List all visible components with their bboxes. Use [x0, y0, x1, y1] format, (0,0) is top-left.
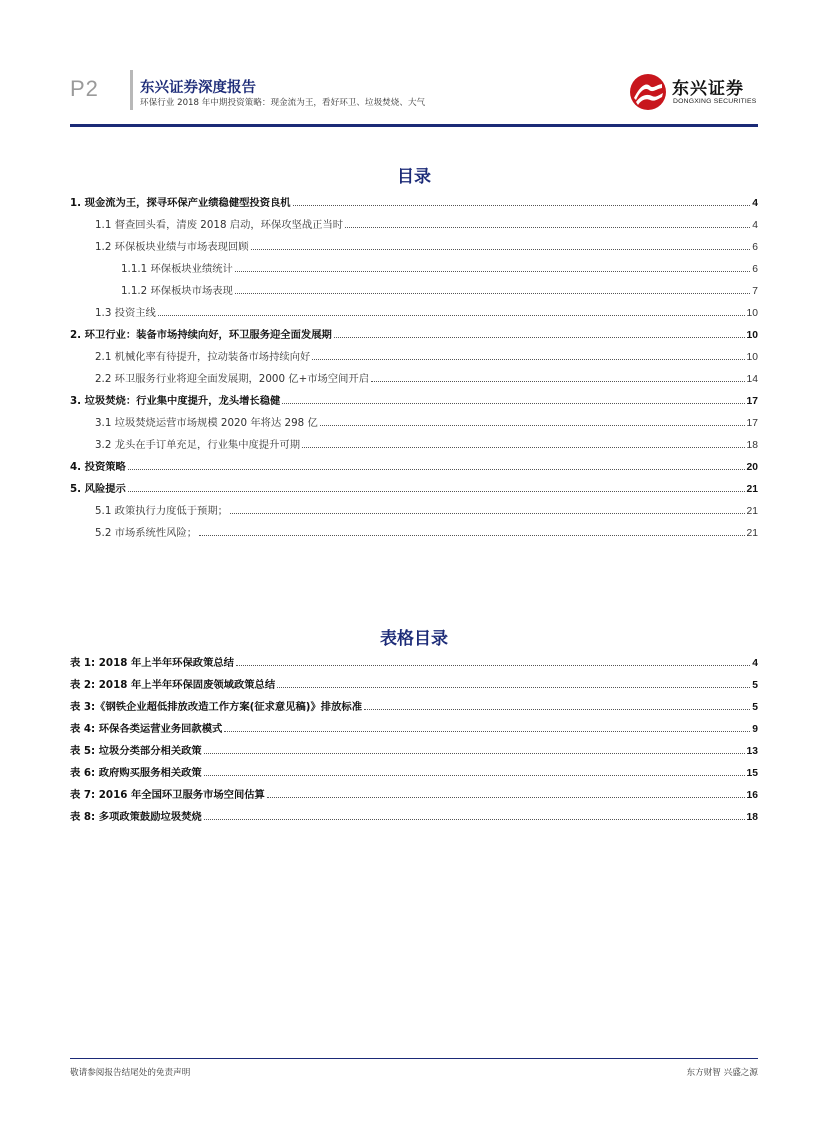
- toc-entry-label: 5. 风险提示: [70, 483, 126, 495]
- report-subtitle: 环保行业 2018 年中期投资策略：现金流为王，看好环卫、垃圾焚烧、大气: [140, 98, 426, 108]
- toc-entry-label: 3.1 垃圾焚烧运营市场规模 2020 年将达 298 亿: [95, 417, 318, 429]
- toc-entry[interactable]: [70, 517, 758, 539]
- table-toc-entry-page: 16: [746, 790, 758, 801]
- toc-entry-page: 17: [746, 396, 758, 407]
- header-divider: [130, 70, 133, 110]
- table-toc-entry-page: 4: [752, 658, 758, 669]
- table-toc-entry-label: 表 5: 垃圾分类部分相关政策: [70, 745, 202, 757]
- header-rule: [70, 124, 758, 127]
- toc-entry[interactable]: [70, 385, 758, 407]
- dot-leader: [128, 490, 745, 492]
- dot-leader: [277, 686, 750, 688]
- footer-rule: [70, 1058, 758, 1059]
- page-number: P2: [70, 76, 99, 101]
- toc-entry-page: 14: [746, 374, 758, 385]
- toc-entry-page: 6: [752, 242, 758, 253]
- report-title: 东兴证券深度报告: [140, 80, 256, 96]
- toc-title: 目录: [397, 167, 431, 187]
- toc-entry[interactable]: [70, 297, 758, 319]
- toc-entry-label: 2.2 环卫服务行业将迎全面发展期，2000 亿+市场空间开启: [95, 373, 369, 385]
- dot-leader: [204, 818, 745, 820]
- dot-leader: [251, 248, 751, 250]
- toc-entry-label: 3.2 龙头在手订单充足，行业集中度提升可期: [95, 439, 300, 451]
- toc-entry[interactable]: [70, 341, 758, 363]
- toc-entry[interactable]: [70, 495, 758, 517]
- table-toc-entry-label: 表 1: 2018 年上半年环保政策总结: [70, 657, 234, 669]
- table-toc-entry-page: 9: [752, 724, 758, 735]
- toc-entry[interactable]: [70, 275, 758, 297]
- table-toc-entry[interactable]: [70, 779, 758, 801]
- toc-entry-page: 7: [752, 286, 758, 297]
- logo-english-text: DONGXING SECURITIES: [673, 98, 757, 105]
- dot-leader: [312, 358, 744, 360]
- toc-entry-page: 21: [746, 506, 758, 517]
- toc-entry[interactable]: [70, 253, 758, 275]
- dot-leader: [293, 204, 751, 206]
- toc-entry[interactable]: [70, 451, 758, 473]
- toc-entry-label: 4. 投资策略: [70, 461, 126, 473]
- toc-entry-page: 17: [746, 418, 758, 429]
- table-toc-entry-page: 13: [746, 746, 758, 757]
- dot-leader: [235, 292, 750, 294]
- dot-leader: [364, 708, 750, 710]
- toc-entry-label: 1.1.1 环保板块业绩统计: [121, 263, 233, 275]
- dot-leader: [235, 270, 750, 272]
- toc-entry-label: 1.2 环保板块业绩与市场表现回顾: [95, 241, 249, 253]
- dot-leader: [267, 796, 745, 798]
- table-toc-entry-page: 5: [752, 702, 758, 713]
- dot-leader: [128, 468, 745, 470]
- toc-entry-page: 10: [746, 308, 758, 319]
- toc-entry-page: 18: [746, 440, 758, 451]
- footer-disclaimer: 敬请参阅报告结尾处的免责声明: [70, 1068, 191, 1078]
- toc-list: [70, 187, 758, 539]
- toc-entry-page: 10: [746, 352, 758, 363]
- dot-leader: [204, 752, 745, 754]
- toc-entry-page: 6: [752, 264, 758, 275]
- table-toc-entry[interactable]: [70, 757, 758, 779]
- toc-entry-label: 2. 环卫行业：装备市场持续向好，环卫服务迎全面发展期: [70, 329, 332, 341]
- toc-entry-label: 1. 现金流为王，探寻环保产业绩稳健型投资良机: [70, 197, 291, 209]
- dot-leader: [282, 402, 744, 404]
- toc-entry-page: 21: [746, 484, 758, 495]
- toc-entry[interactable]: [70, 319, 758, 341]
- dot-leader: [224, 730, 750, 732]
- table-toc-entry[interactable]: [70, 801, 758, 823]
- toc-entry-label: 5.2 市场系统性风险；: [95, 527, 198, 539]
- dot-leader: [199, 534, 745, 536]
- table-toc-entry-page: 5: [752, 680, 758, 691]
- toc-entry[interactable]: [70, 363, 758, 385]
- table-toc-entry[interactable]: [70, 713, 758, 735]
- toc-entry-page: 4: [752, 198, 758, 209]
- dot-leader: [158, 314, 745, 316]
- toc-entry[interactable]: [70, 429, 758, 451]
- dot-leader: [236, 664, 750, 666]
- table-toc-entry-page: 18: [746, 812, 758, 823]
- table-toc-entry-page: 15: [746, 768, 758, 779]
- toc-entry[interactable]: [70, 473, 758, 495]
- table-toc-entry[interactable]: [70, 669, 758, 691]
- table-toc-entry[interactable]: [70, 735, 758, 757]
- dongxing-logo-icon: [628, 72, 668, 112]
- dot-leader: [345, 226, 750, 228]
- dot-leader: [302, 446, 745, 448]
- table-toc-entry-label: 表 4: 环保各类运营业务回款模式: [70, 723, 223, 735]
- dot-leader: [334, 336, 745, 338]
- table-toc-entry-label: 表 8: 多项政策鼓励垃圾焚烧: [70, 811, 202, 823]
- toc-entry-label: 3. 垃圾焚烧：行业集中度提升，龙头增长稳健: [70, 395, 281, 407]
- toc-entry-page: 4: [752, 220, 758, 231]
- table-toc-entry[interactable]: [70, 647, 758, 669]
- logo-chinese-text: 东兴证券: [672, 79, 744, 99]
- table-toc-list: [70, 647, 758, 823]
- toc-entry-page: 20: [746, 462, 758, 473]
- toc-entry[interactable]: [70, 209, 758, 231]
- toc-entry[interactable]: [70, 407, 758, 429]
- table-toc-title: 表格目录: [380, 629, 448, 649]
- dot-leader: [204, 774, 745, 776]
- company-logo: [628, 72, 763, 112]
- dot-leader: [320, 424, 745, 426]
- table-toc-entry-label: 表 3:《钢铁企业超低排放改造工作方案(征求意见稿)》排放标准: [70, 701, 362, 713]
- toc-entry-label: 5.1 政策执行力度低于预期；: [95, 505, 228, 517]
- dot-leader: [371, 380, 745, 382]
- toc-entry[interactable]: [70, 231, 758, 253]
- table-toc-entry-label: 表 6: 政府购买服务相关政策: [70, 767, 202, 779]
- toc-entry[interactable]: [70, 187, 758, 209]
- toc-entry-label: 1.3 投资主线: [95, 307, 156, 319]
- toc-entry-page: 21: [746, 528, 758, 539]
- table-toc-entry-label: 表 2: 2018 年上半年环保固废领域政策总结: [70, 679, 276, 691]
- toc-entry-label: 2.1 机械化率有待提升，拉动装备市场持续向好: [95, 351, 311, 363]
- table-toc-entry-label: 表 7: 2016 年全国环卫服务市场空间估算: [70, 789, 265, 801]
- table-toc-entry[interactable]: [70, 691, 758, 713]
- dot-leader: [230, 512, 745, 514]
- footer-slogan: 东方财智 兴盛之源: [686, 1068, 758, 1078]
- toc-entry-label: 1.1.2 环保板块市场表现: [121, 285, 233, 297]
- toc-entry-label: 1.1 督查回头看，清废 2018 启动，环保攻坚战正当时: [95, 219, 344, 231]
- toc-entry-page: 10: [746, 330, 758, 341]
